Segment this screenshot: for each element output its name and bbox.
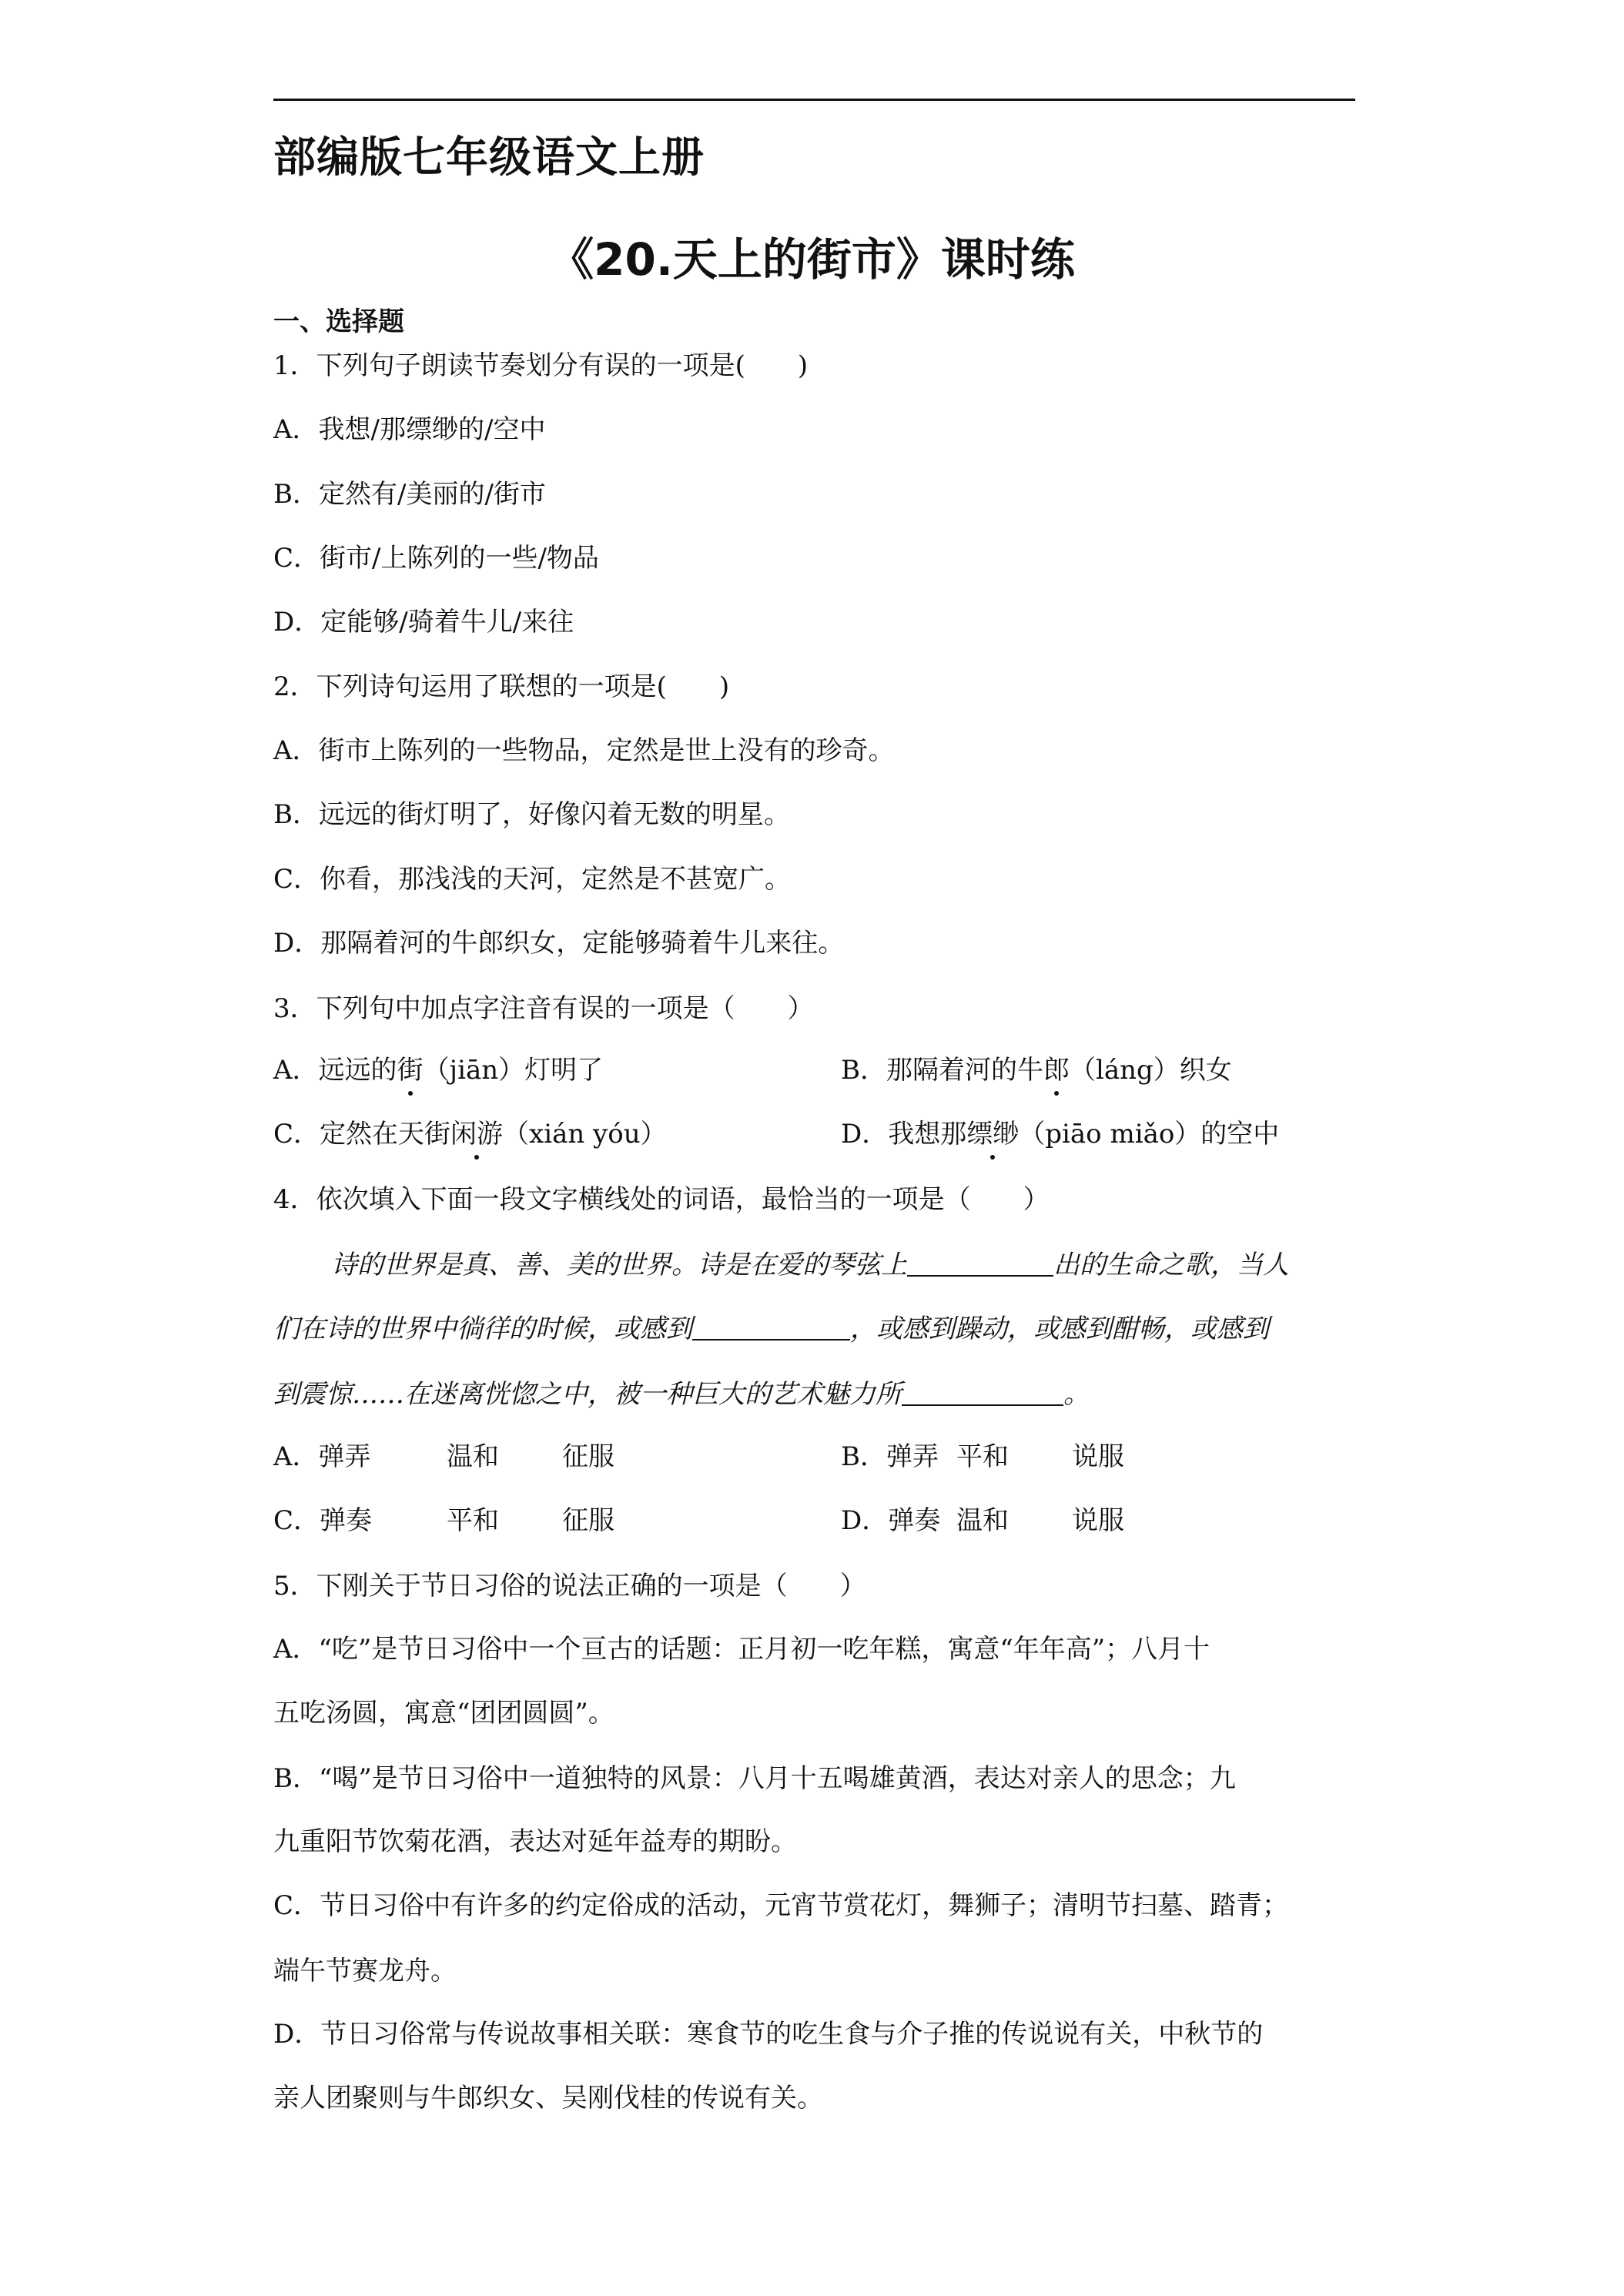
q4-stem: 4．依次填入下面一段文字横线处的词语，最恰当的一项是（ ）	[273, 1184, 1050, 1215]
q4-passage-text: 们在诗的世界中徜徉的时候，或感到	[273, 1314, 692, 1344]
q4-b-word-3: 说服	[1072, 1441, 1124, 1472]
q1-option-a: A．我想/那缥缈的/空中	[273, 414, 546, 445]
q3-c-prefix: C．定然在天街	[273, 1119, 451, 1150]
q4-blank-1	[907, 1249, 1053, 1277]
q3-stem: 3．下列句中加点字注音有误的一项是（ ）	[273, 993, 814, 1024]
q5-option-d-line-1: D．节日习俗常与传说故事相关联：寒食节的吃生食与介子推的传说说有关，中秋节的	[273, 2019, 1264, 2050]
q5-option-b-line-1: B．“喝”是节日习俗中一道独特的风景：八月十五喝雄黄酒，表达对亲人的思念；九	[273, 1763, 1236, 1794]
q2-stem: 2．下列诗句运用了联想的一项是( )	[273, 671, 730, 702]
q4-passage-text: ，或感到躁动，或感到酣畅，或感到	[850, 1314, 1269, 1344]
q4-passage-line-3	[273, 1378, 1090, 1411]
q4-d-word-1: D．弹奏	[841, 1505, 941, 1536]
q4-d-word-3: 说服	[1072, 1505, 1124, 1536]
q5-option-a-line-1: A．“吃”是节日习俗中一个亘古的话题：正月初一吃年糕，寓意“年年高”；八月十	[273, 1634, 1210, 1665]
q3-b-pinyin: （láng）织女	[1070, 1055, 1232, 1086]
q4-passage-line-2	[273, 1313, 1269, 1345]
q3-a-prefix: A．远远的	[273, 1055, 397, 1086]
q4-blank-2	[692, 1313, 850, 1340]
q3-a-dotted-char: 街	[397, 1055, 424, 1086]
q4-passage-line-1	[331, 1249, 1289, 1281]
q4-c-word-3: 征服	[562, 1505, 614, 1536]
q5-option-d-line-2: 亲人团聚则与牛郎织女、吴刚伐桂的传说有关。	[273, 2083, 823, 2114]
q1-stem: 1．下列句子朗读节奏划分有误的一项是( )	[273, 350, 809, 381]
q3-b-dotted-char: 郎	[1043, 1055, 1070, 1086]
q4-b-word-1: B．弹弄	[841, 1441, 939, 1472]
top-rule	[273, 99, 1355, 101]
q2-option-c: C．你看，那浅浅的天河，定然是不甚宽广。	[273, 864, 792, 895]
q3-a-pinyin: （jiān）灯明了	[423, 1055, 604, 1086]
q2-option-a: A．街市上陈列的一些物品，定然是世上没有的珍奇。	[273, 735, 895, 766]
q4-d-word-2: 温和	[956, 1505, 1009, 1536]
q4-option-b	[841, 1441, 1124, 1473]
q3-option-a	[273, 1055, 603, 1086]
page-title: 《20.天上的街市》课时练	[549, 233, 1075, 286]
q5-stem: 5．下刚关于节日习俗的说法正确的一项是（ ）	[273, 1571, 866, 1602]
page-header: 部编版七年级语文上册	[273, 132, 705, 182]
q5-option-a-line-2: 五吃汤圆，寓意“团团圆圆”。	[273, 1698, 614, 1729]
q5-option-c-line-2: 端午节赛龙舟。	[273, 1956, 457, 1986]
q3-option-d	[841, 1119, 1279, 1150]
q3-b-prefix: B．那隔着河的牛	[841, 1055, 1043, 1086]
q1-option-b: B．定然有/美丽的/街市	[273, 479, 546, 510]
q3-d-pinyin: （piāo miǎo）的空中	[1019, 1119, 1280, 1150]
q2-option-d: D．那隔着河的牛郎织女，定能够骑着牛儿来往。	[273, 928, 845, 959]
q4-passage-text: 到震惊……在迷离恍惚之中，被一种巨大的艺术魅力所	[273, 1379, 902, 1410]
q3-d-prefix: D．我想那	[841, 1119, 967, 1150]
q4-c-word-2: 平和	[447, 1505, 499, 1536]
q1-option-d: D．定能够/骑着牛儿/来往	[273, 607, 574, 638]
q4-passage-text: 。	[1063, 1379, 1090, 1410]
q4-passage-text: 诗的世界是真、善、美的世界。诗是在爱的琴弦上	[331, 1250, 907, 1280]
q2-option-b: B．远远的街灯明了，好像闪着无数的明星。	[273, 799, 790, 830]
q4-blank-3	[902, 1378, 1063, 1406]
q5-option-c-line-1: C．节日习俗中有许多的约定俗成的活动，元宵节赏花灯，舞狮子；清明节扫墓、踏青；	[273, 1890, 1289, 1921]
q1-option-c: C．街市/上陈列的一些/物品	[273, 543, 599, 574]
q4-option-d	[841, 1505, 1124, 1537]
q5-option-b-line-2: 九重阳节饮菊花酒，表达对延年益寿的期盼。	[273, 1826, 797, 1857]
q4-option-a	[273, 1441, 614, 1473]
q3-c-pinyin: （xián yóu）	[503, 1119, 667, 1150]
q3-c-dotted-chars: 闲游	[450, 1119, 504, 1150]
q3-option-b	[841, 1055, 1232, 1086]
q4-passage-text: 出的生命之歌，当人	[1053, 1250, 1289, 1280]
q4-c-word-1: C．弹奏	[273, 1505, 373, 1536]
q4-a-word-2: 温和	[447, 1441, 499, 1472]
section-heading: 一、选择题	[273, 306, 404, 337]
q3-option-c	[273, 1119, 667, 1150]
q4-a-word-1: A．弹弄	[273, 1441, 371, 1472]
q4-option-c	[273, 1505, 614, 1537]
q4-b-word-2: 平和	[956, 1441, 1009, 1472]
q3-d-dotted-chars: 缥缈	[966, 1119, 1020, 1150]
q4-a-word-3: 征服	[562, 1441, 614, 1472]
